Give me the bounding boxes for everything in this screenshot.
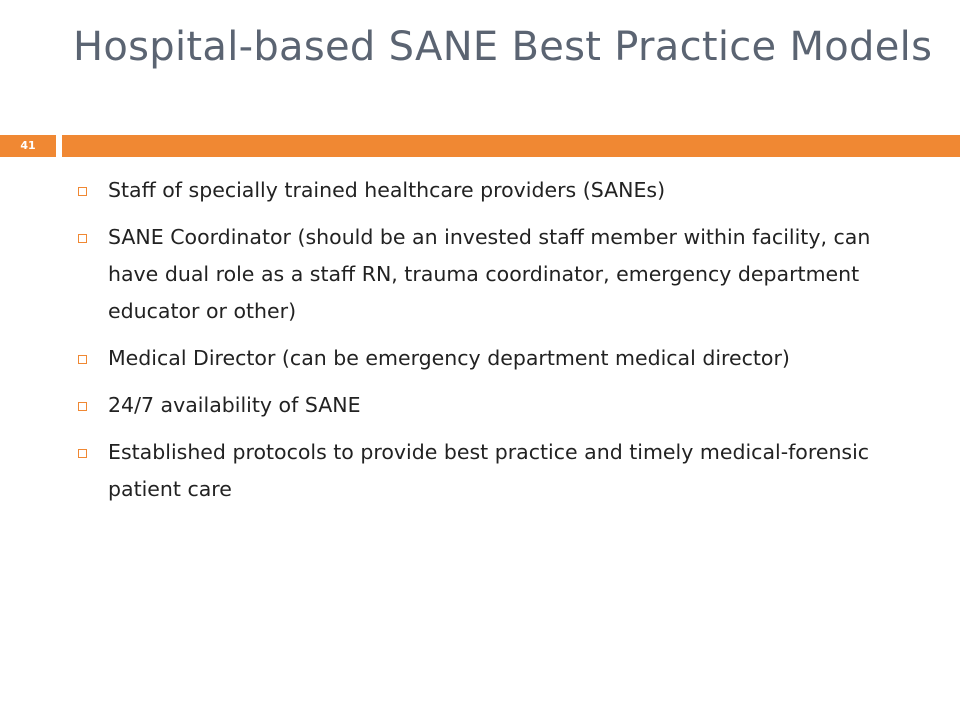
bullet-text: Medical Director (can be emergency department medical director) <box>108 346 790 370</box>
bullet-list <box>78 172 878 518</box>
bullet-text: 24/7 availability of SANE <box>108 393 361 417</box>
bullet-text: Staff of specially trained healthcare providers (SANEs) <box>108 178 666 202</box>
slide-title: Hospital-based SANE Best Practice Models <box>73 24 933 70</box>
list-item <box>78 172 878 209</box>
hollow-square-icon <box>78 234 87 243</box>
bullet-text: SANE Coordinator (should be an invested staff member within facility, can have dual role as a staff RN, trauma coordinator, emergency department educator or other) <box>108 225 871 323</box>
list-item <box>78 219 878 330</box>
hollow-square-icon <box>78 402 87 411</box>
hollow-square-icon <box>78 355 87 364</box>
hollow-square-icon <box>78 187 87 196</box>
slide-number: 41 <box>0 135 56 157</box>
list-item <box>78 340 878 377</box>
title-underline-bar <box>62 135 960 157</box>
hollow-square-icon <box>78 449 87 458</box>
list-item <box>78 434 878 508</box>
bullet-text: Established protocols to provide best practice and timely medical-forensic patient care <box>108 440 870 501</box>
list-item <box>78 387 878 424</box>
